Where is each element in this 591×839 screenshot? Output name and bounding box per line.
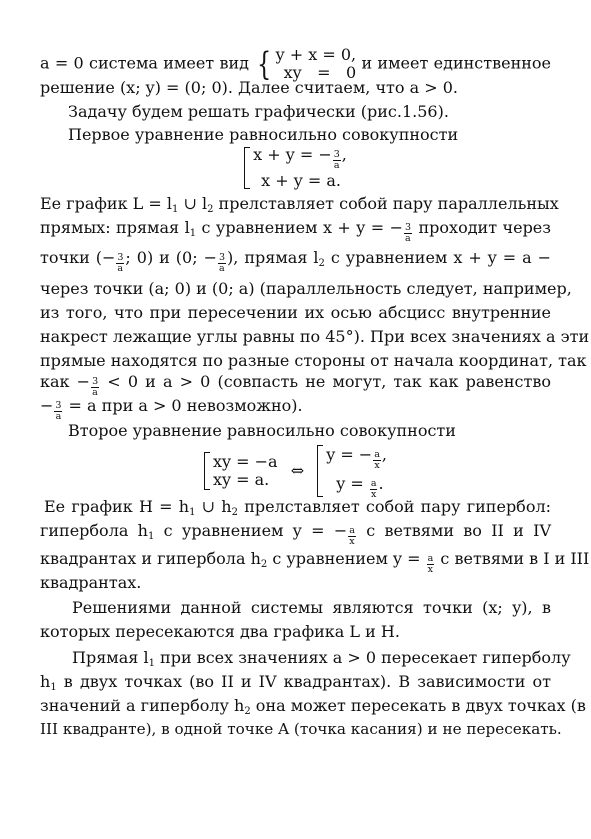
fraction: $\frac{3}{a}$ <box>218 252 226 274</box>
fraction: $\frac{3}{a}$ <box>92 376 99 398</box>
text-line: значений a гиперболу $h_2$ она может пересекать в двух точках (в <box>40 696 586 717</box>
text-fragment: xy = −a <box>213 452 278 471</box>
fraction: $\frac{a}{x}$ <box>370 478 377 500</box>
text-line: Ее график $L = l_1$ ∪ $l_2$ прелставляет собой пару параллельных <box>40 194 559 215</box>
text-line: квадрантах и гипербола $h_2$ с уравнением y = $\frac{a}{x}$ с ветвями в I и III <box>40 549 590 575</box>
fraction: $\frac{3}{a}$ <box>333 149 340 171</box>
text-line: прямые находятся по разные стороны от начала координат, так <box>40 351 587 370</box>
text-line: которых пересекаются два графика L и H. <box>40 622 400 641</box>
text-line: Второе уравнение равносильно совокупности <box>68 421 456 440</box>
equation-set-2: xy = −a xy = a. ⇔ y = − $\frac{a}{x}$ , y = $\frac{a}{x}$ . <box>40 442 551 500</box>
text-line: Первое уравнение равносильно совокупности <box>68 125 459 144</box>
text-line <box>40 46 551 82</box>
fraction: $\frac{a}{x}$ <box>374 449 380 471</box>
fraction: $\frac{a}{x}$ <box>427 553 434 575</box>
text-line: Ее график $H = h_1$ ∪ $h_2$ прелставляет собой пару гипербол: <box>44 497 552 518</box>
fraction: $\frac{3}{a}$ <box>55 400 62 422</box>
text-line: III квадранте), в одной точке A (точка касания) и не пересекать. <box>40 720 562 738</box>
text-line: прямых: прямая $l_1$ с уравнением x + y = − $\frac{3}{a}$ проходит через <box>40 218 552 244</box>
text-fragment: x + y = a. <box>261 171 341 190</box>
system-brace: { y + x = 0, xy = 0 <box>257 45 357 83</box>
text-line: решение (x; y) = (0; 0). Далее считаем, что a > 0. <box>40 78 458 97</box>
text-line: Решениями данной системы являются точки (x; y), в <box>72 598 551 617</box>
text-line: как − $\frac{3}{a}$ < 0 и a > 0 (совпасть не могут, так как равенство <box>40 372 552 398</box>
system-row: xy = 0 <box>283 63 357 82</box>
text-line: через точки (a; 0) и (0; a) (параллельность следует, например, <box>40 279 572 298</box>
text-line: точки (− $\frac{3}{a}$ ; 0) и (0; − $\frac{3}{a}$ ), прямая $l_2$ с уравнением x + y = a − <box>40 248 551 274</box>
text-fragment: a = 0 система имеет вид <box>40 53 249 73</box>
system-row: y + x = 0, <box>275 45 357 64</box>
text-line: Задачу будем решать графически (рис.1.56). <box>68 102 449 121</box>
text-fragment: и имеет единственное <box>361 53 551 73</box>
text-line: накрест лежащие углы равны по 45°). При всех значениях a эти <box>40 327 590 346</box>
equivalence-arrow: ⇔ <box>290 461 305 480</box>
text-line: − $\frac{3}{a}$ = a при a > 0 невозможно). <box>40 396 303 422</box>
equation-set-1: x + y = − $\frac{3}{a}$ , x + y = a. <box>40 144 551 191</box>
fraction: $\frac{a}{x}$ <box>349 525 355 547</box>
text-line: Прямая $l_1$ при всех значениях a > 0 пересекает гиперболу <box>72 648 571 669</box>
text-line: $h_1$ в двух точках (во II и IV квадрантах). В зависимости от <box>40 672 551 693</box>
text-fragment: xy = a. <box>213 470 270 489</box>
text-fragment: x + y = − <box>253 145 332 164</box>
fraction: $\frac{3}{a}$ <box>117 252 124 274</box>
text-line: гипербола $h_1$ с уравнением y = − $\frac{a}{x}$ с ветвями во II и IV <box>40 521 552 547</box>
text-line: квадрантах. <box>40 573 142 592</box>
text-line: из того, что при пересечении их осью абсцисс внутренние <box>40 303 551 322</box>
fraction: $\frac{3}{a}$ <box>405 222 412 244</box>
